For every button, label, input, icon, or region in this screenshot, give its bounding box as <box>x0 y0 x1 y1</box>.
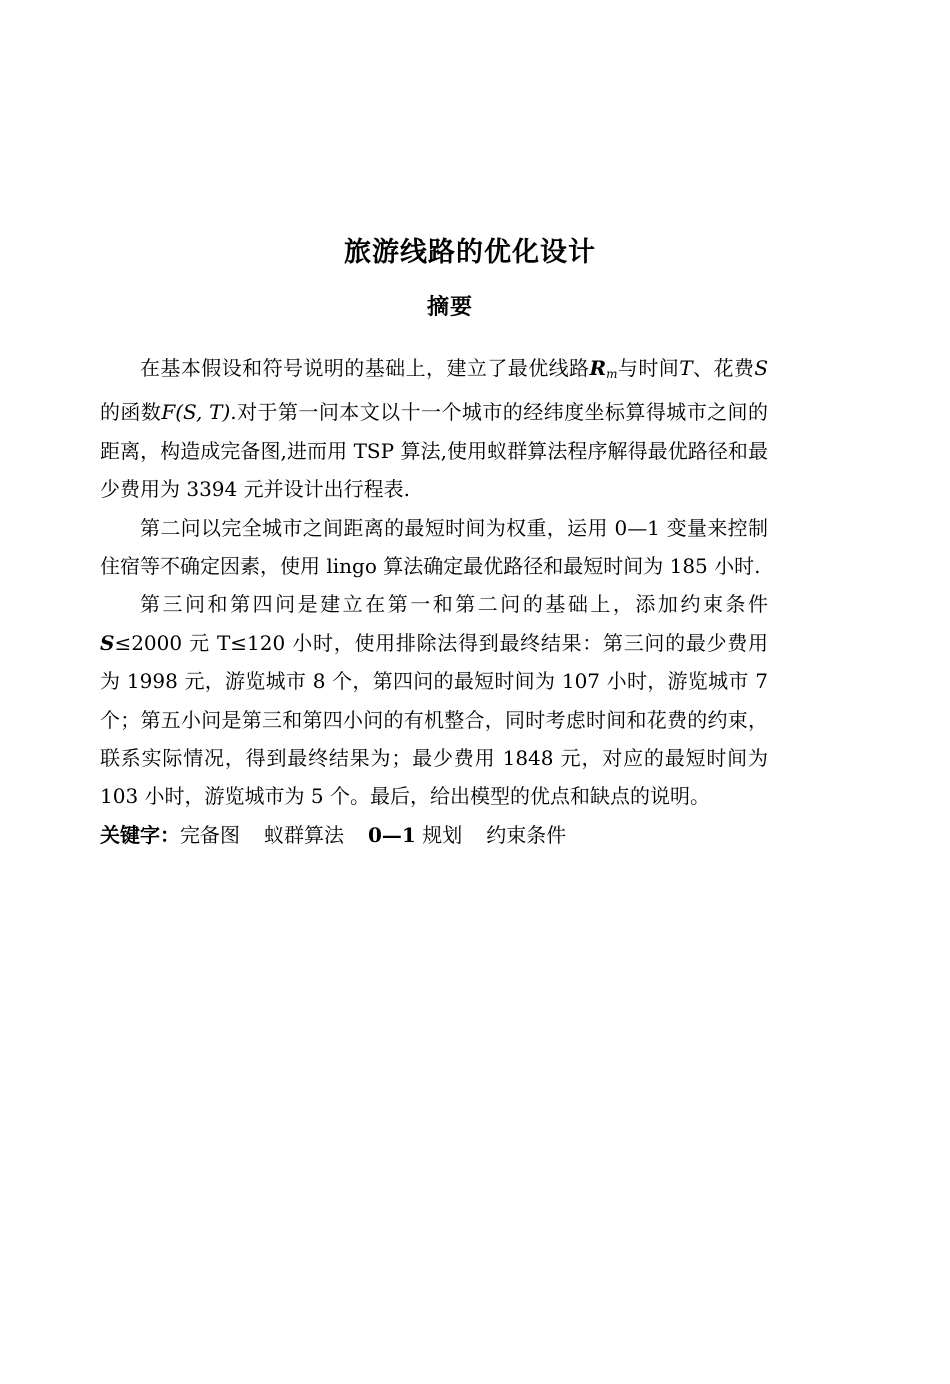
para3-text-2: ≤2000 元 T≤120 小时，使用排除法得到最终结果：第三问的最少费用为 1998 元，游览城市 8 个，第四问的最短时间为 107 小时，游览城市 7 个；第五小问是第三和第四小问的有机整合，同时考虑时间和花费的约束，联系实际情况，得到最终结果为；最少费用 1848 元，对应的最短时间为 103 小时，游览城市为 5 个。最后，给出模型的优点和缺点的说明。 <box>100 630 768 809</box>
keyword-item: 规划 <box>422 822 463 847</box>
cost-symbol: S <box>754 356 769 380</box>
abstract-paragraph-3 <box>100 585 768 815</box>
route-subscript: m <box>606 367 618 381</box>
keyword-item: 约束条件 <box>486 822 567 847</box>
para1-text-3: 、花费 <box>692 356 755 380</box>
para1-text-5: .对于第一问本文以十一个城市的经纬度坐标算得城市之间的距离，构造成完备图,进而用 TSP 算法,使用蚁群算法程序解得最优路径和最少费用为 3394 元并设计出行程表. <box>100 400 768 502</box>
para1-text-2: 与时间 <box>617 356 680 380</box>
abstract-paragraph-1 <box>100 349 768 509</box>
para1-text-1: 在基本假设和符号说明的基础上，建立了最优线路 <box>140 356 590 380</box>
function-formula: F(S, T) <box>161 400 231 425</box>
keyword-item: 0—1 <box>368 822 416 847</box>
document-title: 旅游线路的优化设计 <box>344 237 596 268</box>
keywords-line <box>100 816 768 854</box>
para3-text-1: 第三问和第四问是建立在第一和第二问的基础上，添加约束条件 <box>140 592 768 617</box>
abstract-body <box>100 349 768 854</box>
cost-constraint-symbol: S <box>100 630 115 655</box>
time-symbol: T <box>679 356 693 380</box>
keyword-item: 完备图 <box>180 822 240 847</box>
abstract-paragraph-2: 第二问以完全城市之间距离的最短时间为权重，运用 0—1 变量来控制住宿等不确定因素，使用 lingo 算法确定最优路径和最短时间为 185 小时. <box>100 515 768 579</box>
para1-text-4: 的函数 <box>100 400 162 425</box>
keyword-item: 蚁群算法 <box>264 822 344 847</box>
route-symbol: R <box>589 356 607 380</box>
keywords-label: 关键字： <box>100 822 180 847</box>
abstract-heading: 摘要 <box>426 295 473 320</box>
